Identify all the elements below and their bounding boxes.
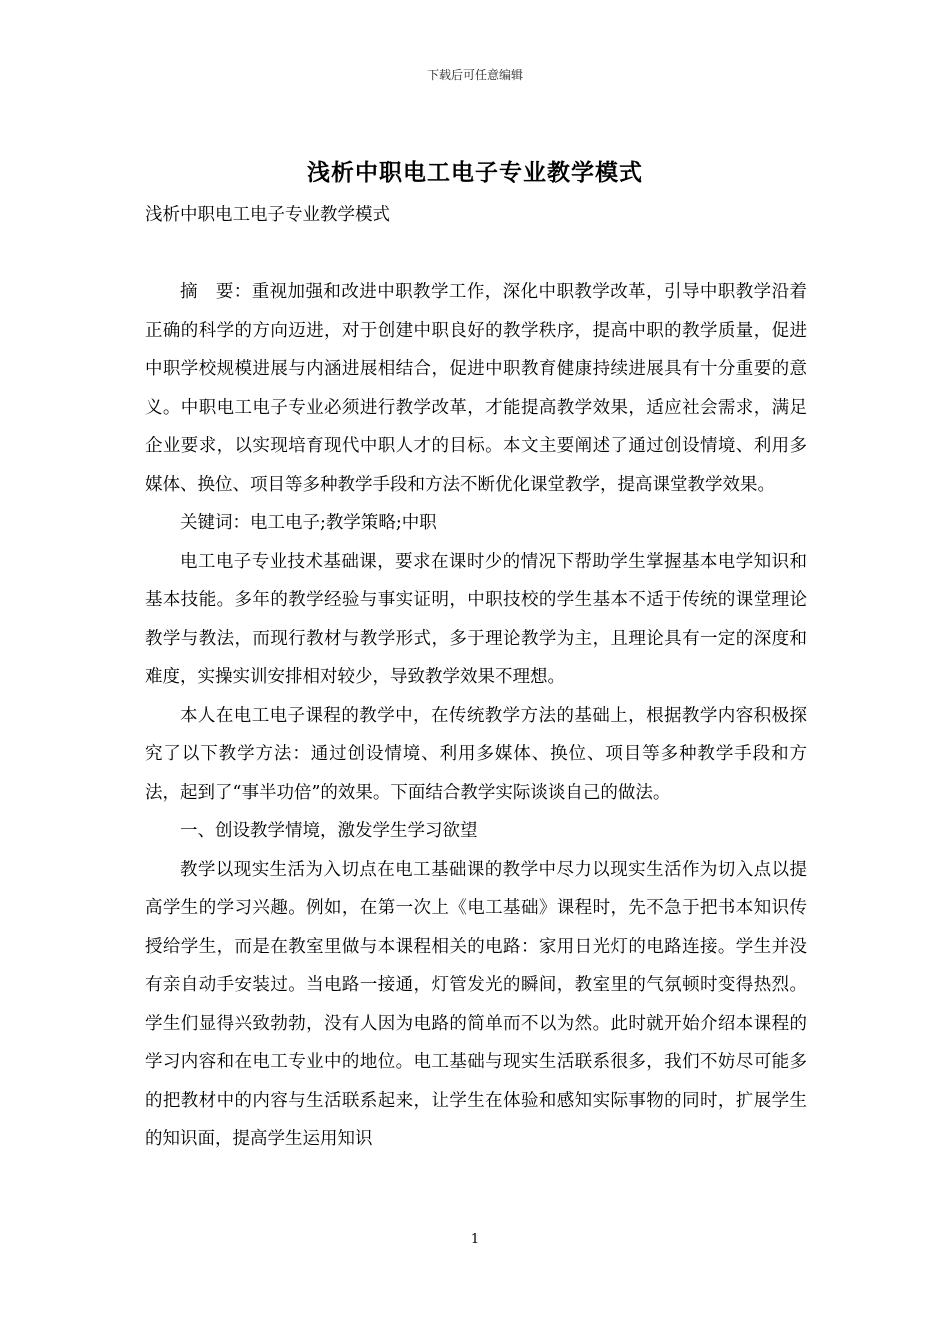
section-heading: 一、创设教学情境，激发学生学习欲望: [180, 821, 478, 841]
document-title: 浅析中职电工电子专业教学模式: [307, 159, 643, 186]
document-subtitle: 浅析中职电工电子专业教学模式: [145, 205, 390, 225]
keywords-paragraph: 关键词：电工电子;教学策略;中职: [180, 513, 437, 533]
body-paragraph: 电工电子专业技术基础课，要求在课时少的情况下帮助学生掌握基本电学知识和基本技能。多年的教学经验与事实证明，中职技校的学生基本不适于传统的课堂理论教学与教法，而现行教材与教学形式，多于理论教学为主，且理论具有一定的深度和难度，实操实训安排相对较少，导致教学效果不理想。: [145, 551, 807, 687]
body-paragraph: 教学以现实生活为入切点在电工基础课的教学中尽力以现实生活作为切入点以提高学生的学习兴趣。例如，在第一次上《电工基础》课程时，先不急于把书本知识传授给学生，而是在教室里做与本课程相关的电路：家用日光灯的电路连接。学生并没有亲自动手安装过。当电路一接通，灯管发光的瞬间，教室里的气氛顿时变得热烈。学生们显得兴致勃勃，没有人因为电路的简单而不以为然。此时就开始介绍本课程的学习内容和在电工专业中的地位。电工基础与现实生活联系很多，我们不妨尽可能多的把教材中的内容与生活联系起来，让学生在体验和感知实际事物的同时，扩展学生的知识面，提高学生运用知识: [145, 859, 807, 1149]
document-body: [145, 196, 807, 1159]
header-note: 下载后可任意编辑: [426, 68, 523, 82]
page-number: 1: [470, 1232, 480, 1247]
abstract-paragraph: 摘 要：重视加强和改进中职教学工作，深化中职教学改革，引导中职教学沿着正确的科学的方向迈进，对于创建中职良好的教学秩序，提高中职的教学质量，促进中职学校规模进展与内涵进展相结合，促进中职教育健康持续进展具有十分重要的意义。中职电工电子专业必须进行教学改革，才能提高教学效果，适应社会需求，满足企业要求，以实现培育现代中职人才的目标。本文主要阐述了通过创设情境、利用多媒体、换位、项目等多种教学手段和方法不断优化课堂教学，提高课堂教学效果。: [145, 282, 807, 495]
body-paragraph: 本人在电工电子课程的教学中，在传统教学方法的基础上，根据教学内容积极探究了以下教学方法：通过创设情境、利用多媒体、换位、项目等多种教学手段和方法，起到了“事半功倍”的效果。下面结合教学实际谈谈自己的做法。: [145, 705, 807, 803]
